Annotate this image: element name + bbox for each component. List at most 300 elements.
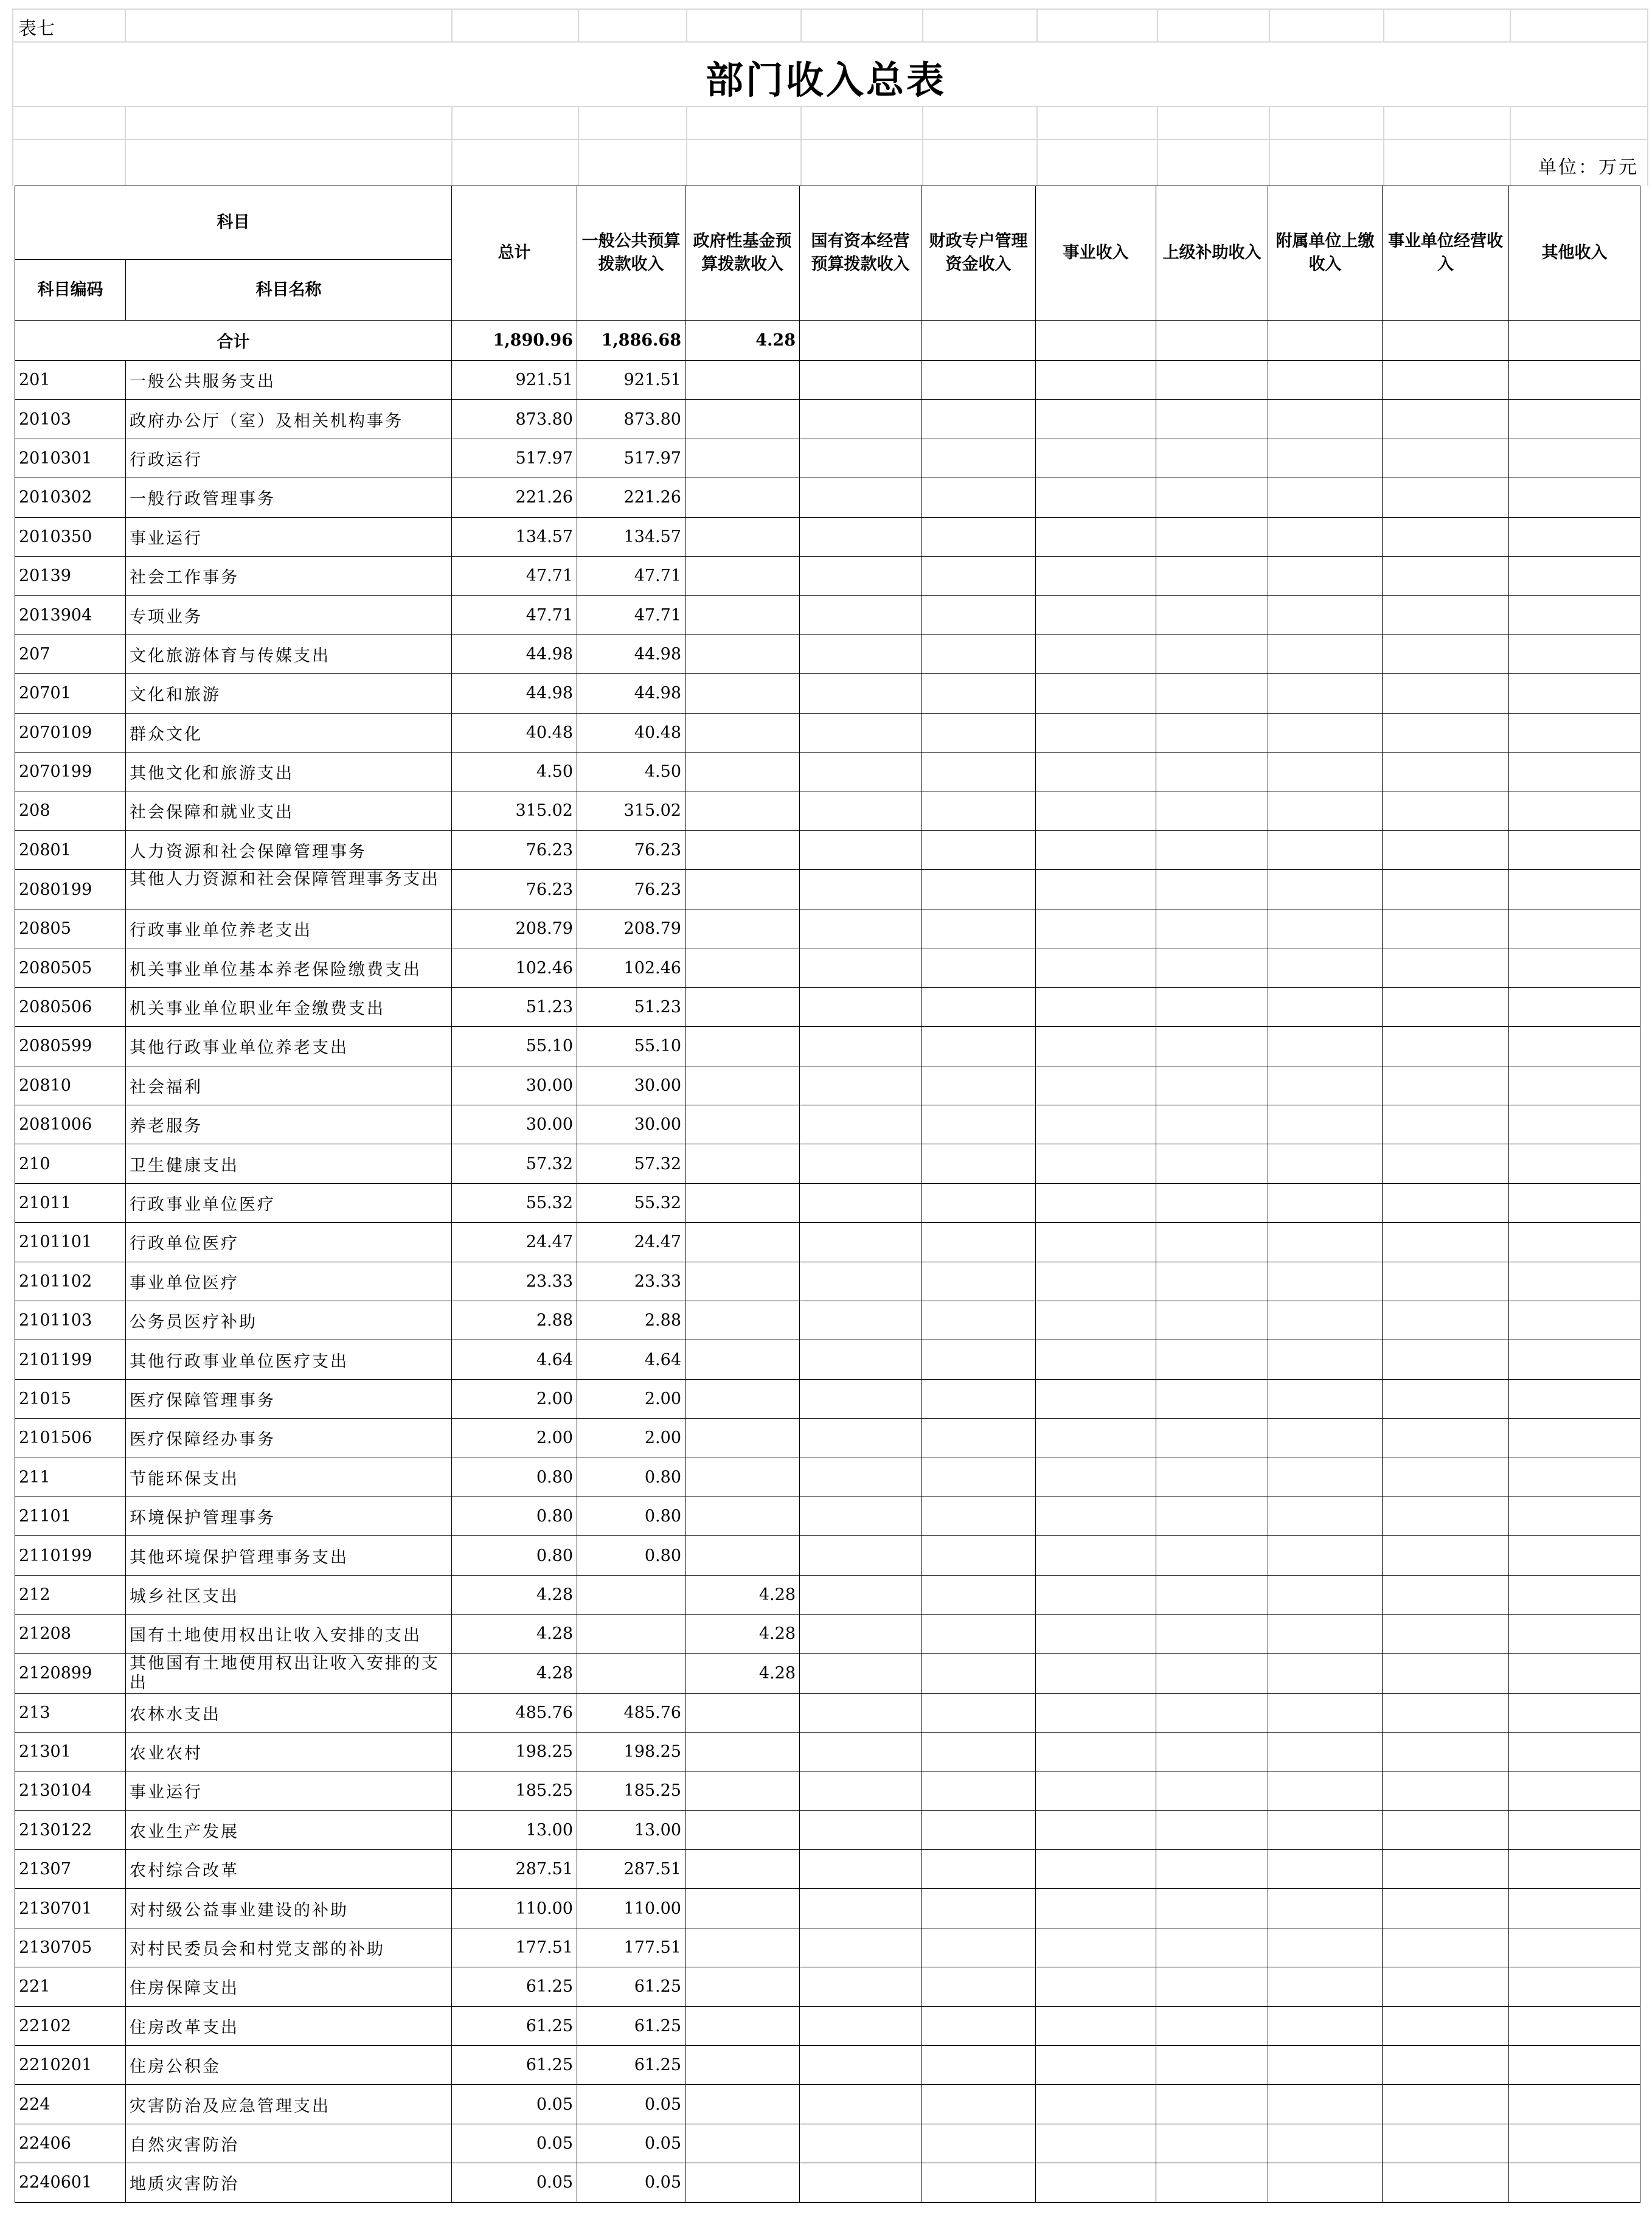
subject-code: 21208: [15, 1615, 126, 1653]
empty-cell: [1509, 439, 1640, 478]
general-budget-cell: 55.32: [577, 1183, 685, 1222]
general-budget-cell: 485.76: [577, 1693, 685, 1732]
total-cell: 198.25: [452, 1732, 577, 1771]
table-row: [15, 1536, 1640, 1575]
total-cell: 24.47: [452, 1223, 577, 1262]
empty-cell: [1268, 1850, 1383, 1889]
total-cell: 76.23: [452, 870, 577, 909]
empty-cell: [1509, 1497, 1640, 1535]
empty-cell: [1383, 1419, 1509, 1458]
empty-cell: [1036, 1223, 1156, 1262]
empty-cell: [1509, 713, 1640, 752]
gov-fund-cell: [685, 909, 800, 948]
empty-cell: [1156, 1967, 1268, 2006]
total-cell: 47.71: [452, 556, 577, 595]
empty-cell: [1156, 870, 1268, 909]
total-cell: 61.25: [452, 2046, 577, 2085]
table-row: [15, 1810, 1640, 1849]
empty-cell: [800, 2046, 921, 2085]
subject-name: [126, 1105, 452, 1144]
empty-cell: [921, 870, 1036, 909]
subject-name: [126, 1850, 452, 1889]
empty-cell: [921, 1497, 1036, 1535]
empty-cell: [1509, 791, 1640, 830]
subject-code: 21307: [15, 1850, 126, 1889]
empty-cell: [921, 674, 1036, 713]
empty-cell: [1268, 2163, 1383, 2202]
general-budget-cell: 44.98: [577, 674, 685, 713]
empty-cell: [1036, 1144, 1156, 1183]
total-cell: 13.00: [452, 1810, 577, 1849]
subject-name-text: 一般行政管理事务: [130, 490, 276, 509]
subject-code: 21301: [15, 1732, 126, 1771]
empty-cell: [1036, 752, 1156, 791]
empty-cell: [1509, 517, 1640, 556]
empty-cell: [1156, 1928, 1268, 1967]
empty-cell: [1268, 321, 1383, 361]
table-row: [15, 2124, 1640, 2163]
empty-cell: [1268, 1379, 1383, 1418]
empty-cell: [1036, 1379, 1156, 1418]
subject-code: 2080505: [15, 948, 126, 987]
empty-cell: [1268, 791, 1383, 830]
subject-name: [126, 1223, 452, 1262]
table-row: [15, 987, 1640, 1026]
subject-name: [126, 1967, 452, 2006]
empty-cell: [1036, 1497, 1156, 1535]
subject-name: [126, 478, 452, 517]
total-label: 合计: [15, 321, 452, 361]
empty-cell: [1156, 674, 1268, 713]
empty-cell: [1156, 556, 1268, 595]
empty-cell: [800, 987, 921, 1026]
gov-fund-cell: [685, 1066, 800, 1105]
empty-cell: [1268, 478, 1383, 517]
total-cell: 177.51: [452, 1928, 577, 1967]
empty-cell: [1509, 1536, 1640, 1575]
table-row: [15, 1850, 1640, 1889]
subject-name-text: 医疗保障管理事务: [130, 1391, 276, 1410]
empty-cell: [1509, 1889, 1640, 1928]
empty-cell: [921, 909, 1036, 948]
empty-cell: [1509, 1693, 1640, 1732]
empty-cell: [1156, 1850, 1268, 1889]
subject-name: [126, 596, 452, 634]
empty-cell: [1509, 1419, 1640, 1458]
empty-cell: [921, 361, 1036, 400]
empty-cell: [1509, 1967, 1640, 2006]
empty-cell: [1268, 1928, 1383, 1967]
gov-fund-cell: [685, 1967, 800, 2006]
table-row: [15, 1928, 1640, 1967]
empty-cell: [800, 1850, 921, 1889]
empty-cell: [1036, 830, 1156, 869]
empty-cell: [1036, 1850, 1156, 1889]
header-superior-subsidy: 上级补助收入: [1156, 186, 1268, 321]
empty-cell: [800, 2006, 921, 2045]
empty-cell: [1036, 1693, 1156, 1732]
general-budget-cell: [577, 1575, 685, 1614]
empty-cell: [1268, 1497, 1383, 1535]
empty-cell: [1383, 1850, 1509, 1889]
total-cell: 47.71: [452, 596, 577, 634]
empty-cell: [1383, 439, 1509, 478]
empty-cell: [1509, 321, 1640, 361]
empty-cell: [800, 439, 921, 478]
general-budget-cell: 30.00: [577, 1066, 685, 1105]
empty-cell: [921, 987, 1036, 1026]
subject-code: 211: [15, 1458, 126, 1497]
subject-name-text: 医疗保障经办事务: [130, 1430, 276, 1450]
gov-fund-cell: [685, 1419, 800, 1458]
empty-cell: [1156, 1889, 1268, 1928]
total-cell: 208.79: [452, 909, 577, 948]
empty-cell: [1156, 2006, 1268, 2045]
empty-cell: [1268, 1615, 1383, 1653]
subject-name: [126, 1732, 452, 1771]
subject-name: [126, 1301, 452, 1340]
empty-cell: [1036, 1536, 1156, 1575]
total-cell: 76.23: [452, 830, 577, 869]
empty-cell: [800, 1536, 921, 1575]
gov-fund-cell: [685, 517, 800, 556]
table-row: [15, 361, 1640, 400]
table-row: [15, 1340, 1640, 1379]
empty-cell: [1383, 517, 1509, 556]
subject-code: 21015: [15, 1379, 126, 1418]
total-cell: 55.32: [452, 1183, 577, 1222]
empty-cell: [1268, 439, 1383, 478]
empty-cell: [800, 2124, 921, 2163]
subject-code: 2101506: [15, 1419, 126, 1458]
empty-cell: [800, 1301, 921, 1340]
empty-cell: [800, 478, 921, 517]
empty-cell: [1383, 1183, 1509, 1222]
empty-cell: [1509, 1653, 1640, 1693]
empty-cell: [1268, 1732, 1383, 1771]
empty-cell: [921, 1105, 1036, 1144]
table-row: [15, 478, 1640, 517]
subject-name-text: 行政事业单位医疗: [130, 1195, 276, 1214]
general-budget-cell: 0.05: [577, 2163, 685, 2202]
empty-cell: [1383, 596, 1509, 634]
empty-cell: [800, 948, 921, 987]
subject-name: [126, 1575, 452, 1614]
subject-name-text: 住房保障支出: [130, 1979, 239, 1998]
gov-fund-cell: [685, 674, 800, 713]
table-row: [15, 439, 1640, 478]
general-budget-cell: 13.00: [577, 1810, 685, 1849]
gov-fund-cell: [685, 2124, 800, 2163]
empty-cell: [1156, 1105, 1268, 1144]
total-cell: 0.80: [452, 1536, 577, 1575]
gov-fund-cell: [685, 948, 800, 987]
general-budget-cell: 221.26: [577, 478, 685, 517]
gov-fund-cell: [685, 1144, 800, 1183]
empty-cell: [800, 752, 921, 791]
gov-fund-cell: [685, 1693, 800, 1732]
general-budget-cell: [577, 1653, 685, 1693]
general-budget-cell: 517.97: [577, 439, 685, 478]
subject-name-text: 事业单位医疗: [130, 1273, 239, 1293]
empty-cell: [1383, 1575, 1509, 1614]
income-summary-table: [15, 186, 1640, 2203]
empty-cell: [1509, 909, 1640, 948]
table-row: [15, 1223, 1640, 1262]
empty-cell: [1156, 596, 1268, 634]
general-budget-cell: 4.64: [577, 1340, 685, 1379]
table-row: [15, 2085, 1640, 2124]
gov-fund-cell: [685, 1301, 800, 1340]
subject-code: 2101103: [15, 1301, 126, 1340]
empty-cell: [1268, 2046, 1383, 2085]
empty-cell: [1383, 1536, 1509, 1575]
empty-cell: [1383, 1223, 1509, 1262]
table-row: [15, 2046, 1640, 2085]
empty-cell: [1156, 1575, 1268, 1614]
subject-name: [126, 1771, 452, 1810]
subject-name: [126, 1536, 452, 1575]
general-budget-cell: 61.25: [577, 2006, 685, 2045]
empty-cell: [921, 1301, 1036, 1340]
empty-cell: [921, 478, 1036, 517]
subject-code: 2120899: [15, 1653, 126, 1693]
total-cell: 485.76: [452, 1693, 577, 1732]
empty-cell: [1156, 1262, 1268, 1301]
empty-cell: [1036, 1771, 1156, 1810]
empty-cell: [921, 517, 1036, 556]
empty-cell: [800, 830, 921, 869]
general-budget-cell: 61.25: [577, 1967, 685, 2006]
empty-cell: [1036, 1458, 1156, 1497]
empty-cell: [1036, 517, 1156, 556]
empty-cell: [1268, 1183, 1383, 1222]
gov-fund-cell: [685, 1771, 800, 1810]
gov-fund-cell: [685, 1340, 800, 1379]
empty-cell: [800, 1889, 921, 1928]
empty-cell: [800, 1653, 921, 1693]
empty-cell: [1156, 1419, 1268, 1458]
general-budget-cell: 57.32: [577, 1144, 685, 1183]
empty-cell: [921, 1379, 1036, 1418]
empty-cell: [921, 1771, 1036, 1810]
subject-name-text: 灾害防治及应急管理支出: [130, 2096, 330, 2116]
subject-name-text: 农村综合改革: [130, 1862, 239, 1881]
table-row: [15, 830, 1640, 869]
empty-cell: [921, 1889, 1036, 1928]
empty-cell: [1268, 2006, 1383, 2045]
empty-cell: [921, 791, 1036, 830]
empty-cell: [1156, 400, 1268, 439]
total-cell: 30.00: [452, 1066, 577, 1105]
unit-label: 单位：万元: [1538, 157, 1639, 178]
general-budget-cell: 110.00: [577, 1889, 685, 1928]
subject-code: 207: [15, 634, 126, 673]
empty-cell: [800, 713, 921, 752]
general-budget-cell: 2.88: [577, 1301, 685, 1340]
empty-cell: [1268, 1889, 1383, 1928]
general-budget-cell: 40.48: [577, 713, 685, 752]
table-row: [15, 1615, 1640, 1653]
gov-fund-cell: 4.28: [685, 1615, 800, 1653]
empty-cell: [1268, 1693, 1383, 1732]
table-row: [15, 1183, 1640, 1222]
empty-cell: [1383, 674, 1509, 713]
total-cell: 2.00: [452, 1419, 577, 1458]
empty-cell: [1268, 1144, 1383, 1183]
general-budget-cell: 198.25: [577, 1732, 685, 1771]
empty-cell: [1156, 2163, 1268, 2202]
empty-cell: [1268, 713, 1383, 752]
total-cell: 4.28: [452, 1615, 577, 1653]
general-budget-cell: 2.00: [577, 1379, 685, 1418]
empty-cell: [1383, 2046, 1509, 2085]
subject-name-text: 养老服务: [130, 1117, 203, 1136]
subject-code: 2080199: [15, 870, 126, 909]
subject-name: [126, 870, 452, 909]
subject-name-text: 农业农村: [130, 1744, 203, 1764]
table-row: [15, 1105, 1640, 1144]
total-cell: 4.64: [452, 1340, 577, 1379]
empty-cell: [921, 1810, 1036, 1849]
table-row: [15, 1066, 1640, 1105]
empty-cell: [1036, 1732, 1156, 1771]
empty-cell: [800, 1144, 921, 1183]
subject-name: [126, 1144, 452, 1183]
empty-cell: [1383, 948, 1509, 987]
table-row: [15, 1419, 1640, 1458]
general-budget-cell: 30.00: [577, 1105, 685, 1144]
total-cell: 57.32: [452, 1144, 577, 1183]
empty-cell: [1268, 1301, 1383, 1340]
subject-code: 213: [15, 1693, 126, 1732]
empty-cell: [1268, 948, 1383, 987]
subject-name: [126, 1889, 452, 1928]
subject-name: [126, 948, 452, 987]
empty-cell: [1383, 2085, 1509, 2124]
subject-code: 2210201: [15, 2046, 126, 2085]
total-amount: 1,890.96: [452, 321, 577, 361]
total-cell: 110.00: [452, 1889, 577, 1928]
table-row: [15, 1653, 1640, 1693]
empty-cell: [1509, 1262, 1640, 1301]
subject-name-text: 其他人力资源和社会保障管理事务支出: [130, 870, 440, 889]
subject-name: [126, 400, 452, 439]
subject-name: [126, 830, 452, 869]
gov-fund-cell: [685, 752, 800, 791]
table-label: 表七: [18, 18, 55, 40]
empty-cell: [800, 791, 921, 830]
empty-cell: [921, 1928, 1036, 1967]
subject-code: 22102: [15, 2006, 126, 2045]
general-budget-cell: 61.25: [577, 2046, 685, 2085]
empty-cell: [1268, 1536, 1383, 1575]
subject-code: 2070199: [15, 752, 126, 791]
subject-name: [126, 1928, 452, 1967]
empty-cell: [1383, 1301, 1509, 1340]
gov-fund-cell: [685, 1497, 800, 1535]
subject-name: [126, 1693, 452, 1732]
subject-name: [126, 791, 452, 830]
empty-cell: [921, 1223, 1036, 1262]
gov-fund-cell: [685, 713, 800, 752]
empty-cell: [1383, 752, 1509, 791]
empty-cell: [1509, 596, 1640, 634]
empty-cell: [921, 321, 1036, 361]
subject-name: [126, 1419, 452, 1458]
empty-cell: [921, 752, 1036, 791]
subject-name: [126, 556, 452, 595]
general-budget-cell: 0.80: [577, 1497, 685, 1535]
empty-cell: [1268, 870, 1383, 909]
subject-name-text: 住房公积金: [130, 2057, 221, 2077]
subject-name: [126, 1262, 452, 1301]
subject-name-text: 机关事业单位职业年金缴费支出: [130, 999, 385, 1019]
table-row: [15, 1693, 1640, 1732]
subject-name-text: 机关事业单位基本养老保险缴费支出: [130, 960, 422, 979]
subject-name: [126, 1066, 452, 1105]
total-cell: 23.33: [452, 1262, 577, 1301]
empty-cell: [1156, 1027, 1268, 1066]
empty-cell: [1156, 1693, 1268, 1732]
general-budget-cell: 873.80: [577, 400, 685, 439]
total-cell: 0.80: [452, 1497, 577, 1535]
general-budget-cell: 134.57: [577, 517, 685, 556]
subject-code: 212: [15, 1575, 126, 1614]
subject-name-text: 行政运行: [130, 450, 203, 470]
empty-cell: [1156, 2046, 1268, 2085]
subject-name-text: 住房改革支出: [130, 2018, 239, 2037]
subject-name: [126, 1653, 452, 1693]
subject-name-text: 自然灾害防治: [130, 2135, 239, 2155]
header-general-budget: 一般公共预算拨款收入: [577, 186, 685, 321]
total-cell: 185.25: [452, 1771, 577, 1810]
empty-cell: [1383, 1928, 1509, 1967]
general-budget-cell: 287.51: [577, 1850, 685, 1889]
subject-code: 2130701: [15, 1889, 126, 1928]
total-row: [15, 321, 1640, 361]
empty-cell: [1036, 1967, 1156, 2006]
empty-cell: [1036, 2085, 1156, 2124]
subject-code: 208: [15, 791, 126, 830]
header-operation: 事业单位经营收入: [1383, 186, 1509, 321]
empty-cell: [1036, 1615, 1156, 1653]
gov-fund-cell: [685, 1027, 800, 1066]
empty-cell: [1156, 1653, 1268, 1693]
empty-cell: [1509, 1379, 1640, 1418]
subject-name: [126, 1027, 452, 1066]
table-row: [15, 1967, 1640, 2006]
empty-cell: [921, 2006, 1036, 2045]
table-row: [15, 2006, 1640, 2045]
empty-cell: [1036, 791, 1156, 830]
empty-cell: [1383, 1967, 1509, 2006]
subject-name: [126, 909, 452, 948]
subject-name: [126, 1183, 452, 1222]
table-row: [15, 517, 1640, 556]
subject-code: 2101102: [15, 1262, 126, 1301]
subject-name-text: 节能环保支出: [130, 1469, 239, 1489]
empty-cell: [1036, 361, 1156, 400]
empty-cell: [1509, 1301, 1640, 1340]
total-gov-fund: 4.28: [685, 321, 800, 361]
total-cell: 221.26: [452, 478, 577, 517]
subject-code: 2130705: [15, 1928, 126, 1967]
empty-cell: [921, 1262, 1036, 1301]
empty-cell: [1509, 987, 1640, 1026]
empty-cell: [1036, 909, 1156, 948]
empty-cell: [800, 1379, 921, 1418]
